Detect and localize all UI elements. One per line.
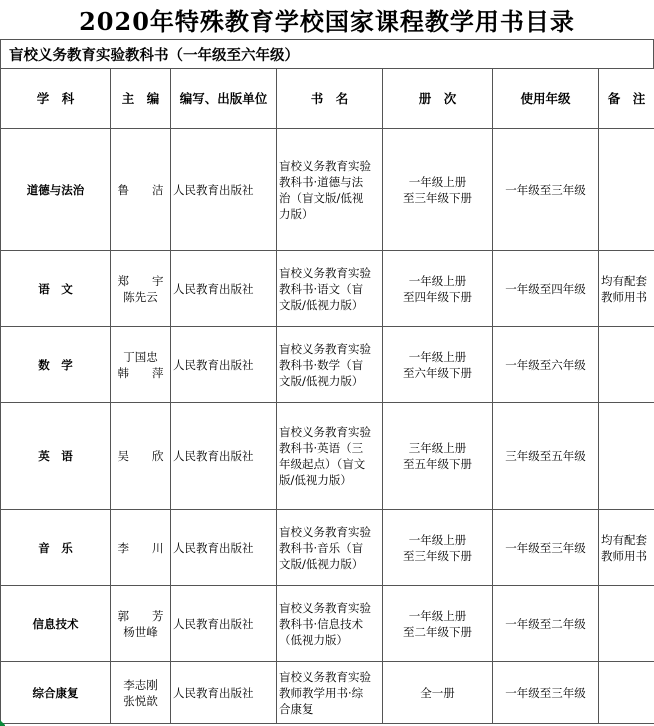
cell-book-title-line: 教科书·数学（盲 (279, 357, 364, 372)
table-row (1, 129, 654, 251)
cell-subject: 音 乐 (1, 510, 111, 586)
cell-book-title-line: 合康复 (279, 701, 314, 716)
cell-book-title (277, 403, 383, 510)
cell-note (599, 586, 654, 662)
cell-volume-line: 至六年级下册 (403, 365, 472, 380)
header-editor: 主 编 (111, 69, 171, 129)
cell-volume-line: 至四年级下册 (403, 289, 472, 304)
header-grades: 使用年级 (493, 69, 599, 129)
cell-book-title-line: 教科书·音乐（盲 (279, 540, 364, 555)
cell-book-title-line: 盲校义务教育实验 (279, 158, 371, 173)
cell-book-title-line: 盲校义务教育实验 (279, 669, 371, 684)
cell-volume (383, 586, 493, 662)
cell-publisher: 人民教育出版社 (171, 662, 277, 724)
cell-editor (111, 403, 171, 510)
cell-volume (383, 662, 493, 724)
cell-publisher: 人民教育出版社 (171, 129, 277, 251)
cell-editor-line: 郭 芳 (117, 608, 164, 623)
table-body (1, 129, 654, 724)
cell-book-title (277, 327, 383, 403)
cell-publisher: 人民教育出版社 (171, 251, 277, 327)
cell-note (599, 510, 654, 586)
cell-book-title-line: 盲校义务教育实验 (279, 341, 371, 356)
cell-grades: 三年级至五年级 (493, 403, 599, 510)
catalog-table (0, 68, 654, 724)
header-subject: 学 科 (1, 69, 111, 129)
cell-editor-line: 丁国忠 (123, 349, 158, 364)
cell-volume-line: 三年级上册 (408, 441, 467, 455)
cell-book-title-line: 文版/低视力版） (279, 556, 364, 571)
cell-note-line: 均有配套 (601, 532, 647, 547)
cell-book-title-line: 盲校义务教育实验 (279, 524, 371, 539)
cell-book-title (277, 129, 383, 251)
cell-volume-line: 一年级上册 (408, 532, 467, 547)
cell-editor-line: 韩 萍 (117, 365, 164, 380)
cell-editor-line: 李志刚 (123, 677, 158, 692)
cell-editor (111, 662, 171, 724)
cell-volume-line: 一年级上册 (408, 174, 467, 189)
cell-publisher: 人民教育出版社 (171, 586, 277, 662)
header-row (1, 69, 654, 129)
cell-volume-line: 一年级上册 (408, 349, 467, 364)
cell-note (599, 662, 654, 724)
cell-book-title-line: 教科书·英语（三 (279, 441, 364, 455)
cell-volume-line: 一年级上册 (408, 608, 467, 623)
cell-book-title-line: 版/低视力版） (279, 473, 352, 487)
header-book: 书 名 (277, 69, 383, 129)
cell-editor-line: 张悦歆 (123, 693, 158, 708)
cell-book-title-line: （低视力版） (279, 632, 348, 647)
header-publisher: 编写、出版单位 (171, 69, 277, 129)
table-row (1, 403, 654, 510)
cell-grades: 一年级至三年级 (493, 510, 599, 586)
sheet-corner-marker (0, 720, 6, 726)
cell-book-title (277, 586, 383, 662)
cell-note (599, 251, 654, 327)
cell-grades: 一年级至四年级 (493, 251, 599, 327)
cell-editor (111, 586, 171, 662)
cell-book-title-line: 年级起点）（盲文 (279, 457, 366, 471)
cell-volume (383, 129, 493, 251)
cell-book-title-line: 治（盲文版/低视 (279, 190, 364, 205)
cell-book-title-line: 力版） (279, 206, 314, 221)
table-row (1, 586, 654, 662)
cell-book-title-line: 文版/低视力版） (279, 373, 364, 388)
cell-note-line: 均有配套 (601, 273, 647, 288)
cell-book-title-line: 教师教学用书·综 (279, 685, 364, 700)
cell-volume (383, 327, 493, 403)
cell-editor-line: 杨世峰 (123, 624, 158, 639)
header-note: 备 注 (599, 69, 654, 129)
cell-editor-line: 李 川 (117, 540, 164, 555)
cell-editor-line: 鲁 洁 (117, 182, 164, 197)
table-row (1, 251, 654, 327)
cell-volume-line: 至五年级下册 (403, 457, 472, 471)
page-title: 2020年特殊教育学校国家课程教学用书目录 (0, 0, 654, 40)
cell-book-title-line: 文版/低视力版） (279, 297, 364, 312)
table-row (1, 510, 654, 586)
cell-book-title-line: 盲校义务教育实验 (279, 600, 371, 615)
cell-grades: 一年级至三年级 (493, 129, 599, 251)
cell-subject: 数 学 (1, 327, 111, 403)
cell-publisher: 人民教育出版社 (171, 403, 277, 510)
cell-subject: 英 语 (1, 403, 111, 510)
cell-note-line: 教师用书 (601, 289, 647, 304)
cell-editor-line: 陈先云 (123, 289, 158, 304)
cell-volume-line: 至二年级下册 (403, 624, 472, 639)
section-subtitle: 盲校义务教育实验教科书（一年级至六年级） (0, 40, 654, 68)
cell-book-title-line: 教科书·信息技术 (279, 616, 364, 631)
cell-editor (111, 327, 171, 403)
cell-grades: 一年级至二年级 (493, 586, 599, 662)
cell-volume (383, 510, 493, 586)
cell-publisher: 人民教育出版社 (171, 510, 277, 586)
cell-volume (383, 251, 493, 327)
cell-publisher: 人民教育出版社 (171, 327, 277, 403)
cell-note (599, 403, 654, 510)
cell-subject: 综合康复 (1, 662, 111, 724)
cell-subject: 道德与法治 (1, 129, 111, 251)
cell-book-title-line: 教科书·语文（盲 (279, 281, 364, 296)
cell-editor (111, 251, 171, 327)
cell-grades: 一年级至六年级 (493, 327, 599, 403)
cell-book-title-line: 盲校义务教育实验 (279, 265, 371, 280)
cell-volume-line: 全一册 (420, 685, 455, 700)
cell-note (599, 327, 654, 403)
cell-volume-line: 一年级上册 (408, 273, 467, 288)
cell-volume (383, 403, 493, 510)
cell-note-line: 教师用书 (601, 548, 647, 563)
table-row (1, 327, 654, 403)
cell-book-title (277, 510, 383, 586)
header-volume: 册 次 (383, 69, 493, 129)
cell-editor-line: 吴 欣 (117, 449, 164, 463)
cell-grades: 一年级至三年级 (493, 662, 599, 724)
cell-note (599, 129, 654, 251)
cell-book-title-line: 教科书·道德与法 (279, 174, 364, 189)
table-row (1, 662, 654, 724)
cell-book-title-line: 盲校义务教育实验 (279, 425, 371, 439)
cell-subject: 语 文 (1, 251, 111, 327)
cell-volume-line: 至三年级下册 (403, 190, 472, 205)
cell-subject: 信息技术 (1, 586, 111, 662)
cell-editor (111, 510, 171, 586)
cell-book-title (277, 662, 383, 724)
cell-editor (111, 129, 171, 251)
cell-volume-line: 至三年级下册 (403, 548, 472, 563)
cell-book-title (277, 251, 383, 327)
cell-editor-line: 郑 宇 (117, 273, 164, 288)
